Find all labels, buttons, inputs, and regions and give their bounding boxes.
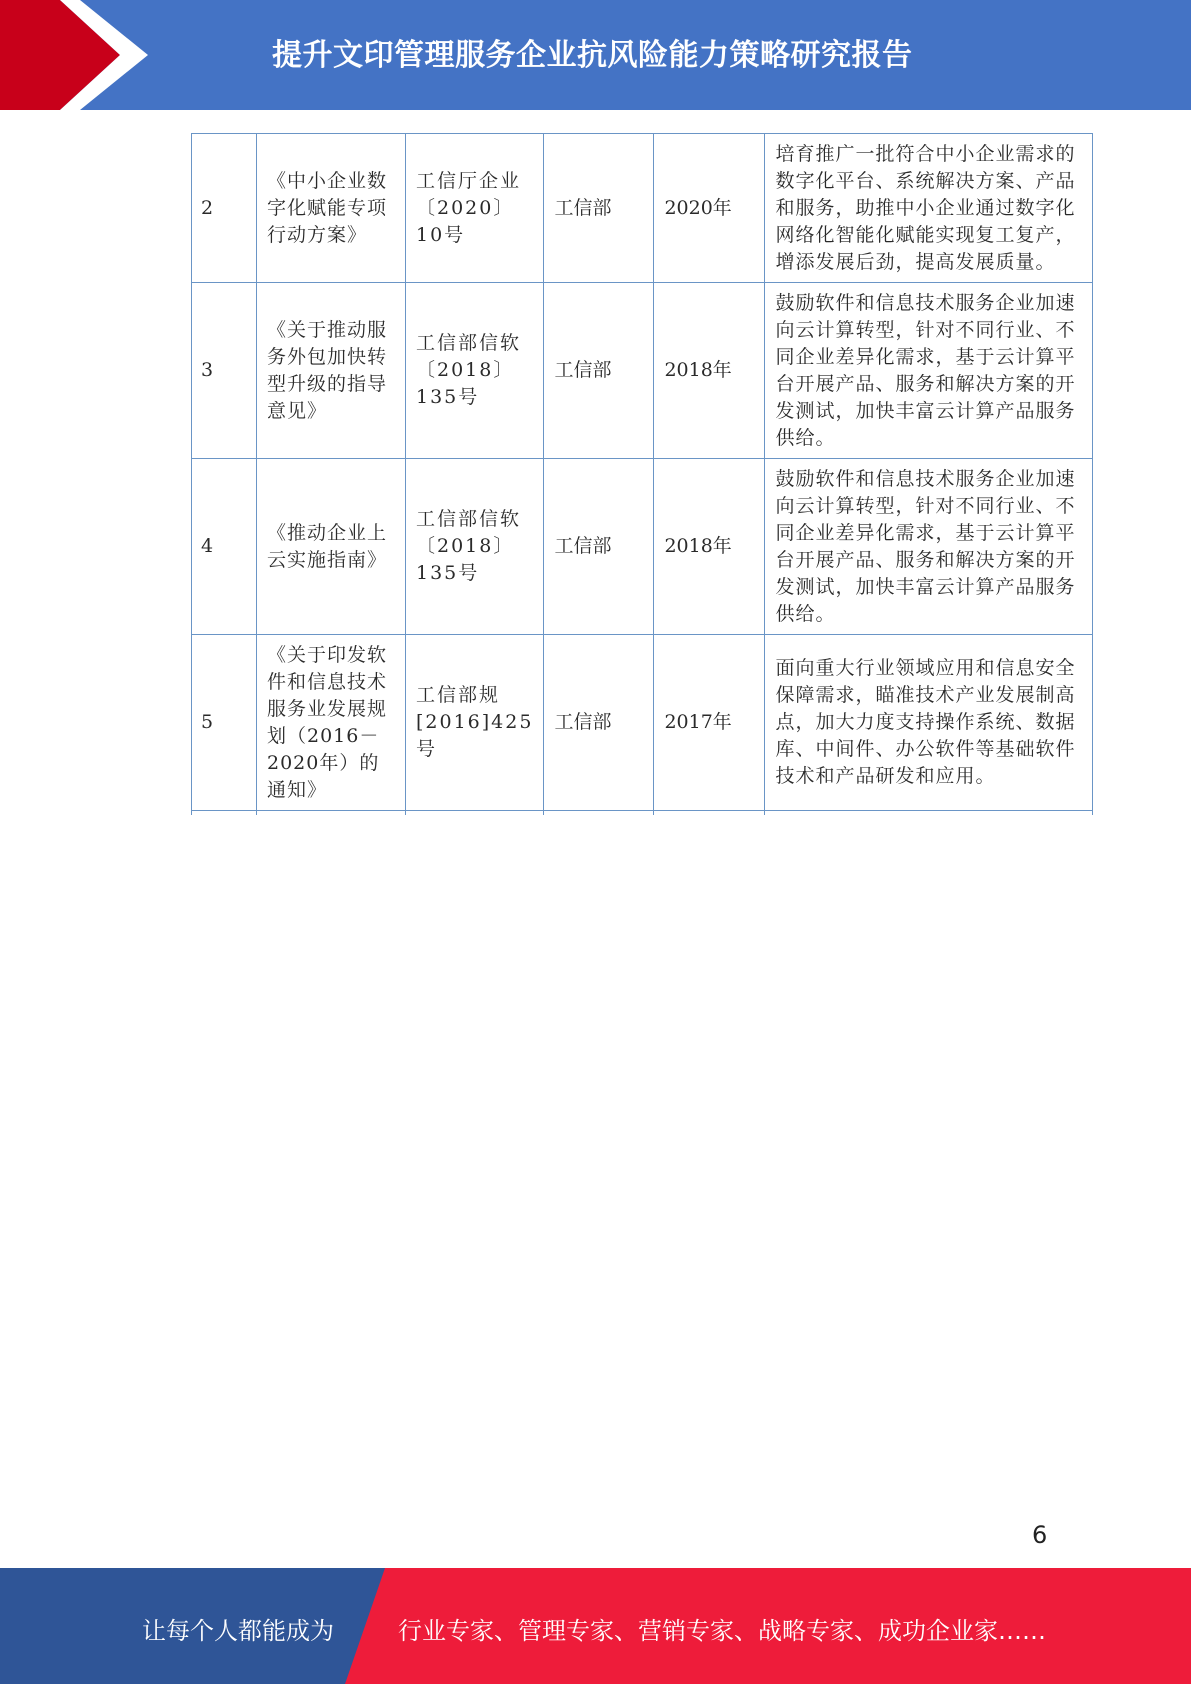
document-name: 《关于印发软件和信息技术服务业发展规划（2016－2020年）的通知》	[257, 635, 406, 811]
table-cell-empty	[544, 811, 654, 816]
row-number: 5	[192, 635, 257, 811]
row-number: 2	[192, 134, 257, 283]
issue-year: 2020年	[654, 134, 765, 283]
issue-year: 2018年	[654, 283, 765, 459]
policy-description: 培育推广一批符合中小企业需求的数字化平台、系统解决方案、产品和服务，助推中小企业通过数字化网络化智能化赋能实现复工复产，增添发展后劲，提高发展质量。	[765, 134, 1093, 283]
table-cell-empty	[406, 811, 544, 816]
table-row-continuation	[192, 811, 1093, 816]
table-cell-empty	[192, 811, 257, 816]
page-header	[0, 0, 1191, 110]
issue-year: 2017年	[654, 635, 765, 811]
table-cell-empty	[654, 811, 765, 816]
footer-slogan-right: 行业专家、管理专家、营销专家、战略专家、成功企业家……	[398, 1617, 1046, 1645]
document-code: 工信厅企业〔2020〕10号	[406, 134, 544, 283]
policy-description: 鼓励软件和信息技术服务企业加速向云计算转型，针对不同行业、不同企业差异化需求，基于云计算平台开展产品、服务和解决方案的开发测试，加快丰富云计算产品服务供给。	[765, 283, 1093, 459]
page-number: 6	[1032, 1521, 1048, 1549]
document-title: 提升文印管理服务企业抗风险能力策略研究报告	[272, 38, 913, 73]
row-number: 4	[192, 459, 257, 635]
document-code: 工信部信软〔2018〕135号	[406, 459, 544, 635]
policy-description: 鼓励软件和信息技术服务企业加速向云计算转型，针对不同行业、不同企业差异化需求，基于云计算平台开展产品、服务和解决方案的开发测试，加快丰富云计算产品服务供给。	[765, 459, 1093, 635]
table-row	[192, 134, 1093, 283]
document-name: 《中小企业数字化赋能专项行动方案》	[257, 134, 406, 283]
header-arrow-decoration	[0, 0, 150, 110]
table-row	[192, 283, 1093, 459]
issuing-agency: 工信部	[544, 459, 654, 635]
document-name: 《推动企业上云实施指南》	[257, 459, 406, 635]
document-code: 工信部规[2016]425号	[406, 635, 544, 811]
document-name: 《关于推动服务外包加快转型升级的指导意见》	[257, 283, 406, 459]
policy-table	[191, 133, 1093, 815]
policy-description: 面向重大行业领域应用和信息安全保障需求，瞄准技术产业发展制高点，加大力度支持操作系统、数据库、中间件、办公软件等基础软件技术和产品研发和应用。	[765, 635, 1093, 811]
table-row	[192, 459, 1093, 635]
row-number: 3	[192, 283, 257, 459]
footer-slogan-left: 让每个人都能成为	[142, 1617, 334, 1645]
issue-year: 2018年	[654, 459, 765, 635]
issuing-agency: 工信部	[544, 283, 654, 459]
table-row	[192, 635, 1093, 811]
table-cell-empty	[257, 811, 406, 816]
page-footer	[0, 1568, 1191, 1684]
issuing-agency: 工信部	[544, 134, 654, 283]
issuing-agency: 工信部	[544, 635, 654, 811]
table-cell-empty	[765, 811, 1093, 816]
document-code: 工信部信软〔2018〕135号	[406, 283, 544, 459]
